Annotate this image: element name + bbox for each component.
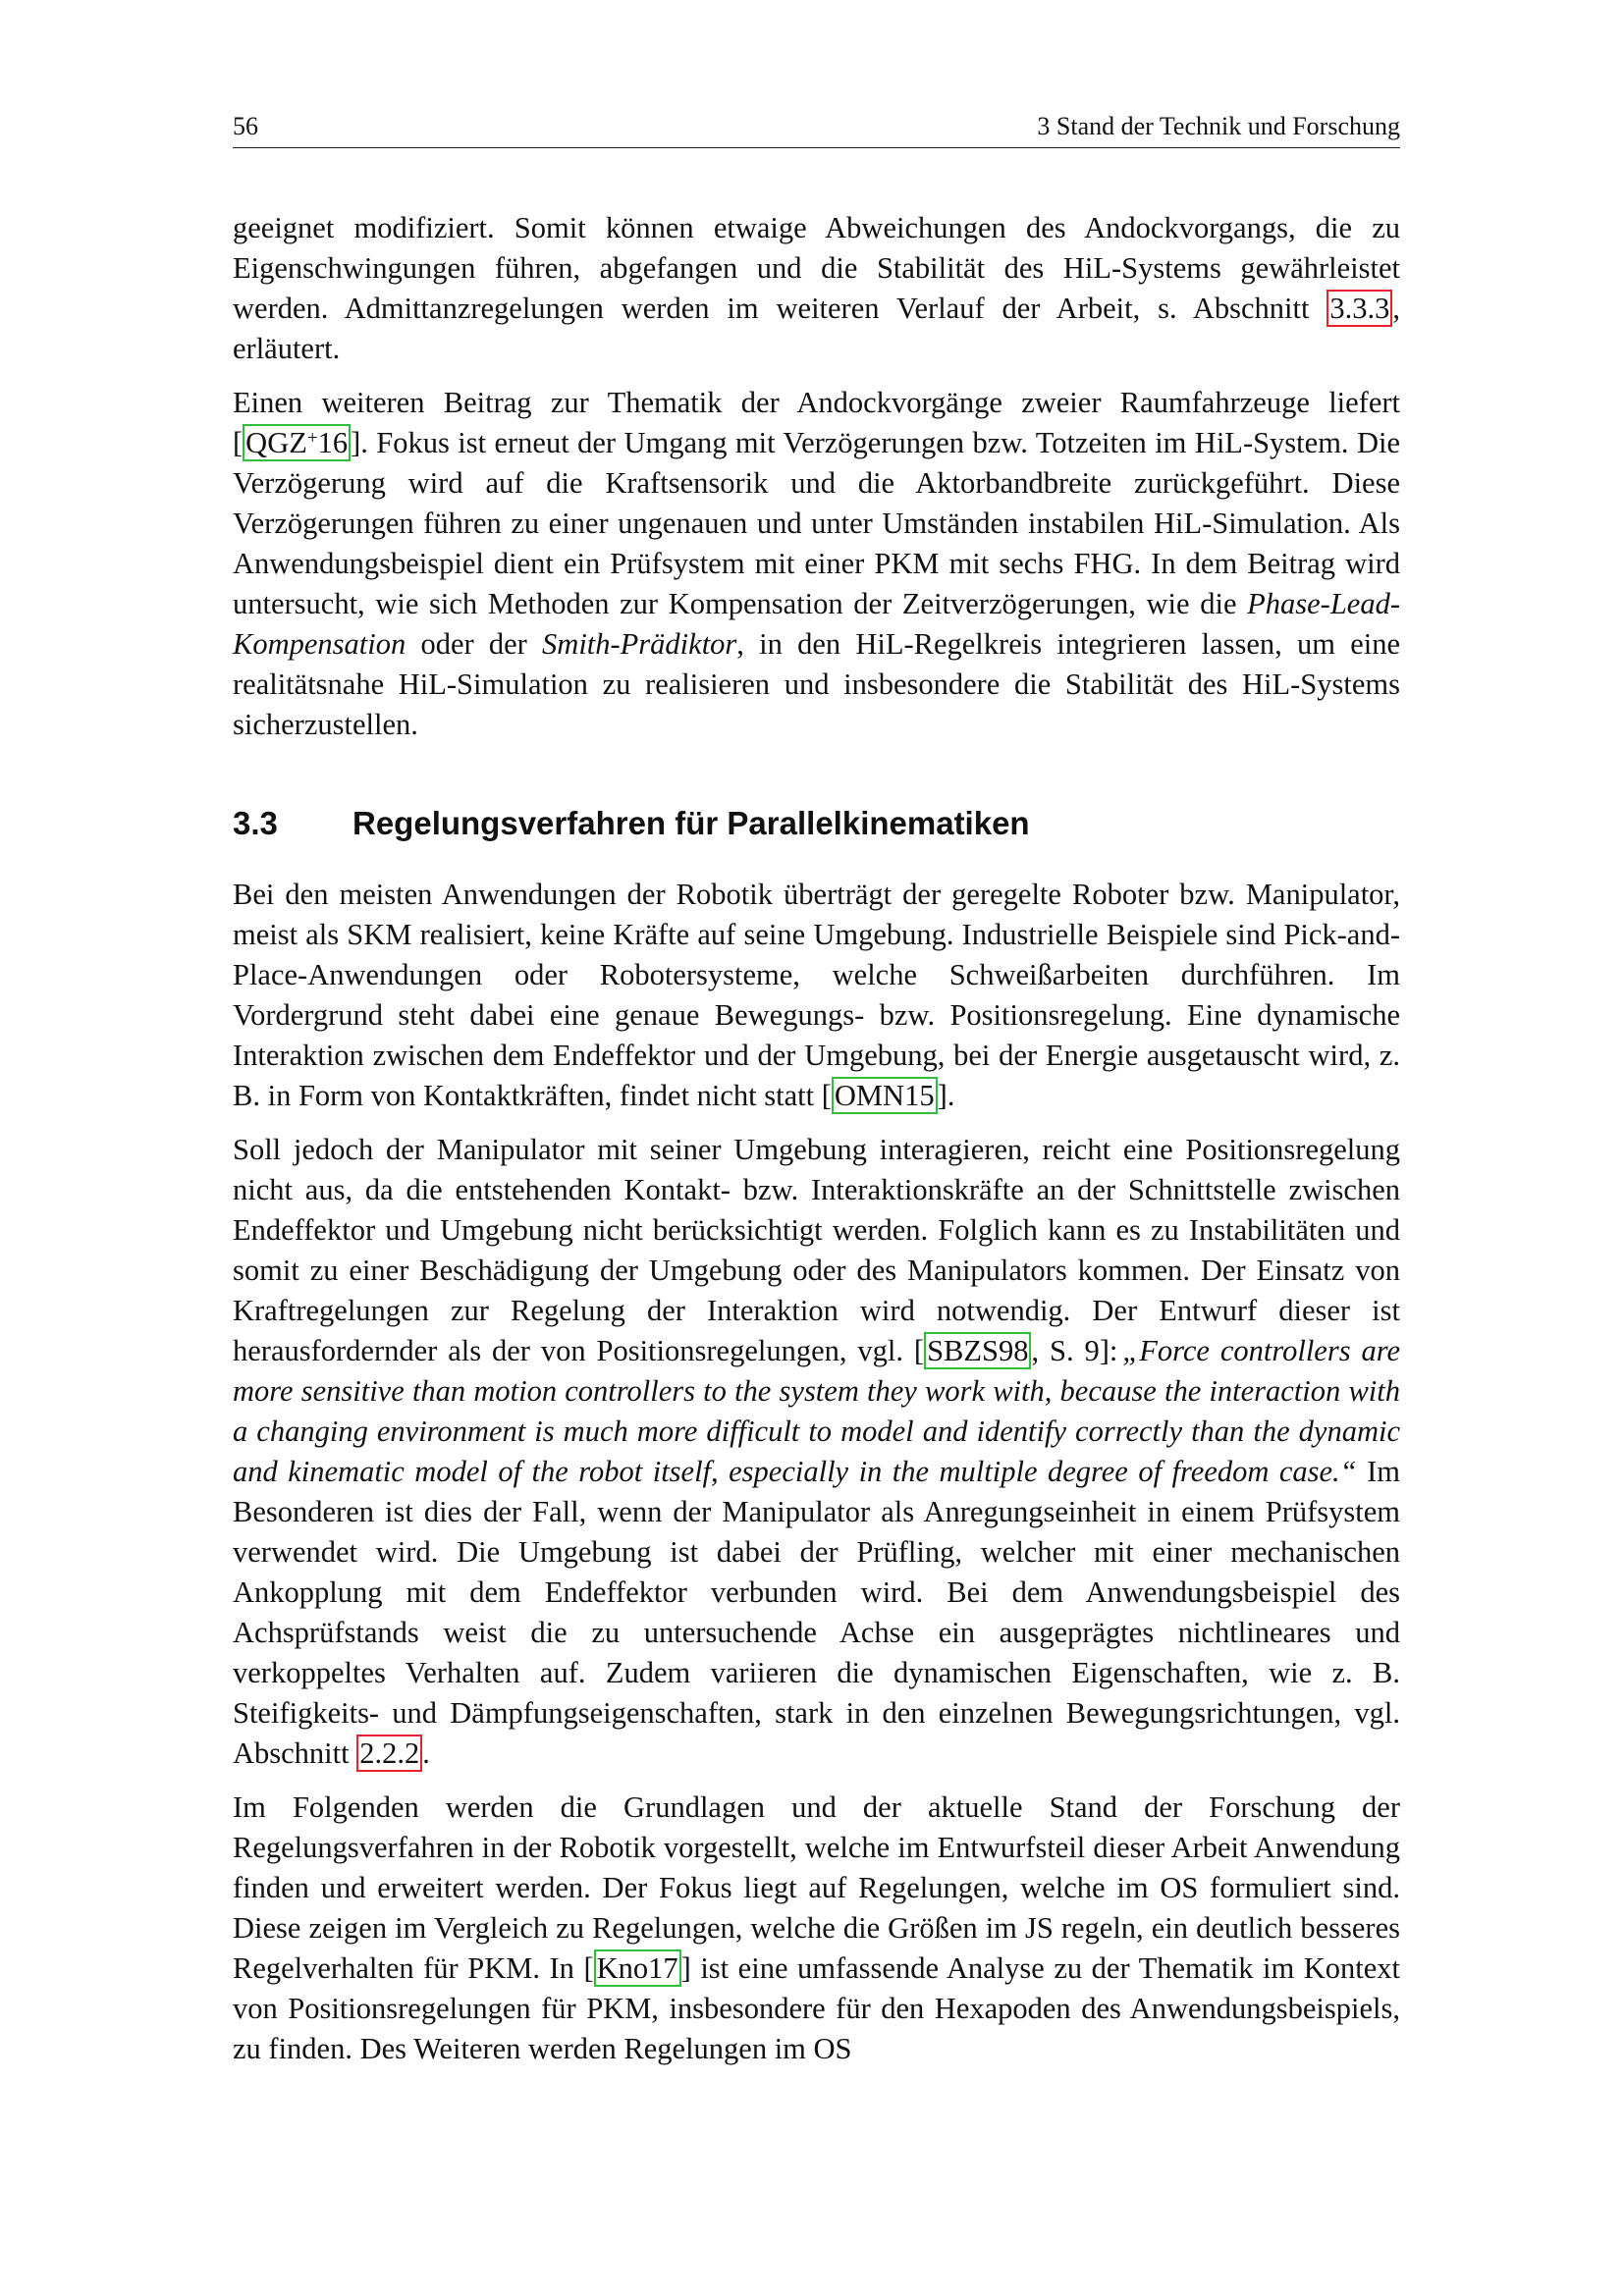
emphasis-term: Phase-Lead-Kompensation (233, 587, 1400, 661)
citation-link-omn15[interactable]: OMN15 (832, 1077, 938, 1114)
citation-link-kno17[interactable]: Kno17 (594, 1949, 681, 1987)
citation-link-sbzs98[interactable]: SBZS98 (924, 1332, 1031, 1369)
paragraph: geeignet modifiziert. Somit können etwaige Abweichungen des Andockvorgangs, die zu Eigenschwingungen führen, abgefangen und die Stabilität des HiL-Systems gewährleistet werden. Admittanzregelungen werden im weiteren Verlauf der Arbeit, s. Abschnitt 3.3.3, erläutert. (233, 211, 1400, 365)
paragraph: Im Folgenden werden die Grundlagen und der aktuelle Stand der Forschung der Regelungsverfahren in der Robotik vorgestellt, welche im Entwurfsteil dieser Arbeit Anwendung finden und erweitert werden. Der Fokus liegt auf Regelungen, welche im OS formuliert sind. Diese zeigen im Vergleich zu Regelungen, welche die Größen im JS regeln, ein deutlich besseres Regelverhalten für PKM. In [Kno17] ist eine umfassende Analyse zu der Thematik im Kontext von Positionsregelungen für PKM, insbesondere für den Hexapoden des Anwendungsbeispiels, zu finden. Des Weiteren werden Regelungen im OS (233, 1790, 1400, 2065)
citation-link-qgz16[interactable]: QGZ+16 (243, 424, 351, 461)
section-title: Regelungsverfahren für Parallelkinematiken (352, 805, 1030, 841)
section-number: 3.3 (233, 805, 278, 841)
paragraph: Bei den meisten Anwendungen der Robotik überträgt der geregelte Roboter bzw. Manipulator, meist als SKM realisiert, keine Kräfte auf seine Umgebung. Industrielle Beispiele sind Pick-and-Place-Anwendungen oder Robotersysteme, welche Schweißarbeiten durchführen. Im Vordergrund steht dabei eine genaue Bewegungs- bzw. Positionsregelung. Eine dynamische Interaktion zwischen dem Endeffektor und der Umgebung, bei der Energie ausgetauscht wird, z. B. in Form von Kontaktkräften, findet nicht statt [OMN15]. (233, 878, 1400, 1112)
running-header (233, 110, 1400, 148)
paragraph: Soll jedoch der Manipulator mit seiner Umgebung interagieren, reicht eine Positionsregelung nicht aus, da die entstehenden Kontakt- bzw. Interaktionskräfte an der Schnittstelle zwischen Endeffektor und Umgebung nicht berücksichtigt werden. Folglich kann es zu Instabilitäten und somit zu einer Beschädigung der Umgebung oder des Manipulators kommen. Der Einsatz von Kraftregelungen zur Regelung der Interaktion wird notwendig. Der Entwurf dieser ist herausfordernder als der von Positionsregelungen, vgl. [SBZS98, S. 9]: „Force controllers are more sensitive than motion controllers to the system they work with, because the interaction with a changing environment is much more difficult to model and identify correctly than the dynamic and kinematic model of the robot itself, especially in the multiple degree of freedom case.“ Im Besonderen ist dies der Fall, wenn der Manipulator als Anregungseinheit in einem Prüfsystem verwendet wird. Die Umgebung ist dabei der Prüfling, welcher mit einer mechanischen Ankopplung mit dem Endeffektor verbunden wird. Bei dem Anwendungsbeispiel des Achsprüfstands weist die zu untersuchende Achse ein ausgeprägtes nichtlineares und verkoppeltes Verhalten auf. Zudem variieren die dynamischen Eigenschaften, wie z. B. Steifigkeits- und Dämpfungseigenschaften, stark in den einzelnen Bewegungsrichtungen, vgl. Abschnitt 2.2.2. (233, 1133, 1400, 1770)
section-heading (233, 804, 1400, 843)
page-number: 56 (233, 112, 258, 140)
body-text (233, 208, 1400, 2083)
paragraph: Einen weiteren Beitrag zur Thematik der Andockvorgänge zweier Raumfahrzeuge liefert [QGZ+16]. Fokus ist erneut der Umgang mit Verzögerungen bzw. Totzeiten im HiL-System. Die Verzögerung wird auf die Kraftsensorik und die Aktorbandbreite zurückgeführt. Diese Verzögerungen führen zu einer ungenauen und unter Umständen instabilen HiL-Simulation. Als Anwendungsbeispiel dient ein Prüfsystem mit einer PKM mit sechs FHG. In dem Beitrag wird untersucht, wie sich Methoden zur Kompensation der Zeitverzögerungen, wie die Phase-Lead-Kompensation oder der Smith-Prädiktor, in den HiL-Regelkreis integrieren lassen, um eine realitätsnahe HiL-Simulation zu realisieren und insbesondere die Stabilität des HiL-Systems sicherzustellen. (233, 386, 1400, 741)
block-quote: „Force controllers are more sensitive than motion controllers to the system they work with, because the interaction with a changing environment is much more difficult to model and identify correctly than the dynamic and kinematic model of the robot itself, especially in the multiple degree of freedom case.“ (233, 1334, 1400, 1488)
emphasis-term: Smith-Prädiktor (542, 627, 737, 661)
section-link-3-3-3[interactable]: 3.3.3 (1326, 290, 1392, 327)
chapter-title: 3 Stand der Technik und Forschung (1037, 112, 1400, 140)
section-link-2-2-2[interactable]: 2.2.2 (356, 1735, 422, 1772)
